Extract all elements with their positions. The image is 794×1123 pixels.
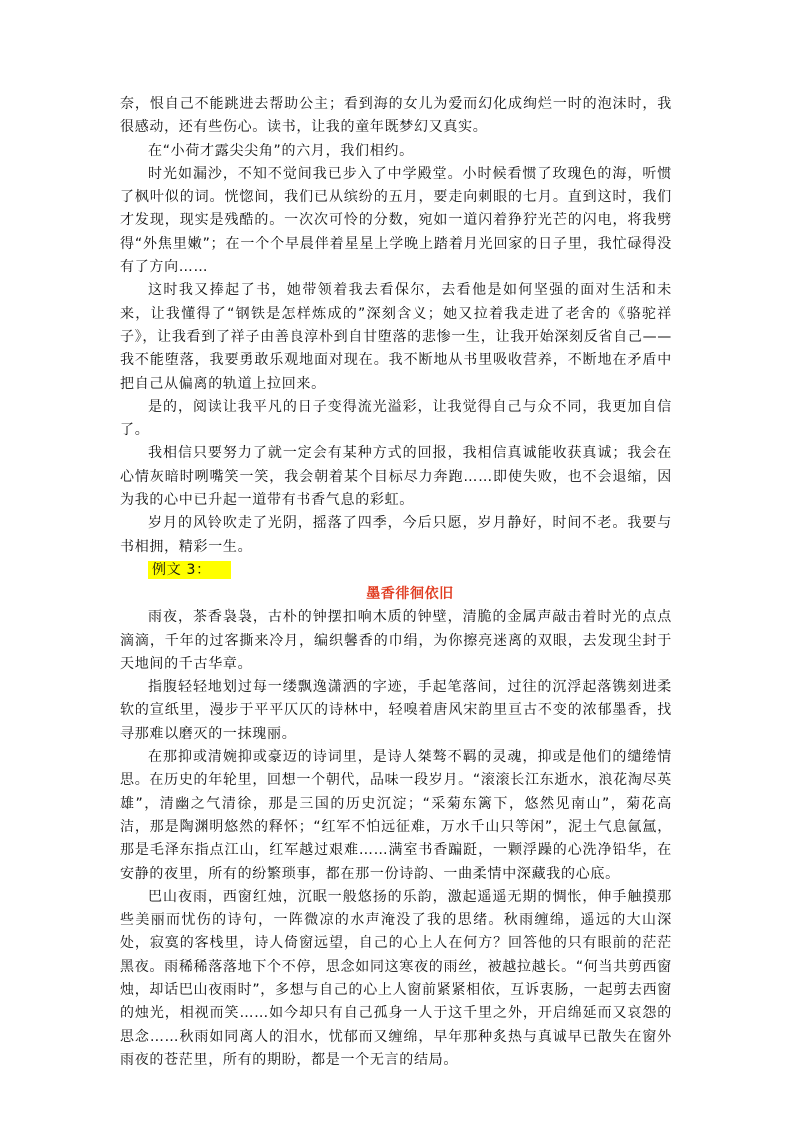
paragraph: 雨夜，茶香袅袅，古朴的钟摆扣响木质的钟壁，清脆的金属声敲击着时光的点点滴滴，千年的过客撕来冷月，编织馨香的巾绢，为你擦亮迷离的双眼，去发现尘封于天地间的千古华章。 xyxy=(120,609,672,672)
paragraph: 我相信只要努力了就一定会有某种方式的回报，我相信真诚能收获真诚；我会在心情灰暗时咧嘴笑一笑，我会朝着某个目标尽力奔跑……即使失败，也不会退缩，因为我的心中已升起一道带有书香气息的彩虹。 xyxy=(120,445,672,509)
document-page xyxy=(120,93,672,1072)
paragraph: 这时我又捧起了书，她带领着我去看保尔，去看他是如何坚强的面对生活和未来，让我懂得了“钢铁是怎样炼成的”深刻含义；她又拉着我走进了老舍的《骆驼祥子》，让我看到了祥子由善良淳朴到自甘堕落的悲惨一生，让我开始深刻反省自己——我不能堕落，我要勇敢乐观地面对现在。我不断地从书里吸收营养，不断地在矛盾中把自己从偏离的轨道上拉回来。 xyxy=(120,282,672,392)
paragraph: 岁月的风铃吹走了光阴，摇落了四季，今后只愿，岁月静好，时间不老。我要与书相拥，精彩一生。 xyxy=(120,515,672,555)
paragraph-continuation: 奈，恨自己不能跳进去帮助公主；看到海的女儿为爱而幻化成绚烂一时的泡沫时，我很感动，还有些伤心。读书，让我的童年既梦幻又真实。 xyxy=(120,96,672,136)
paragraph: 在“小荷才露尖尖角”的六月，我们相约。 xyxy=(148,142,414,159)
paragraph: 时光如漏沙，不知不觉间我已步入了中学殿堂。小时候看惯了玫瑰色的海，听惯了枫叶似的词。恍惚间，我们已从缤纷的五月，要走向刺眼的七月。直到这时，我们才发现，现实是残酷的。一次次可怜的分数，宛如一道闪着狰狞光芒的闪电，将我劈得“外焦里嫩”；在一个个早晨伴着星星上学晚上踏着月光回家的日子里，我忙碌得没有了方向…… xyxy=(120,165,672,276)
example-label: 例文 3： xyxy=(148,561,231,579)
paragraph: 是的，阅读让我平凡的日子变得流光溢彩，让我觉得自己与众不同，我更加自信了。 xyxy=(120,398,672,439)
paragraph: 在那抑或清婉抑或豪迈的诗词里，是诗人桀骜不羁的灵魂，抑或是他们的缱绻情思。在历史的年轮里，回想一个朝代，品味一段岁月。“滚滚长江东逝水，浪花淘尽英雄”，清幽之气清徐，那是三国的历史沉淀；“采菊东篱下，悠然见南山”，菊花高洁，那是陶渊明悠然的释怀；“红军不怕远征难，万水千山只等闲”，泥土气息氤氲，那是毛泽东指点江山，红军越过艰难……满室书香蹁跹，一颗浮躁的心洗净铅华，在安静的夜里，所有的纷繁琐事，都在那一份诗韵、一曲柔情中深藏我的心底。 xyxy=(120,749,672,882)
paragraph: 指腹轻轻地划过每一缕飘逸潇洒的字迹，手起笔落间，过往的沉浮起落镌刻进柔软的宣纸里，漫步于平平仄仄的诗林中，轻嗅着唐风宋韵里亘古不变的浓郁墨香，找寻那难以磨灭的一抹瑰丽。 xyxy=(120,679,672,742)
paragraph: 巴山夜雨，西窗红烛，沉眠一般悠扬的乐韵，激起遥遥无期的惆怅，伸手触摸那些美丽而忧伤的诗句，一阵微凉的水声淹没了我的思绪。秋雨缠绵，遥远的大山深处，寂寞的客栈里，诗人倚窗远望，自己的心上人在何方？回答他的只有眼前的茫茫黑夜。雨稀稀落落地下个不停，思念如同这寒夜的雨丝，被越拉越长。“何当共剪西窗烛，却话巴山夜雨时”，多想与自己的心上人窗前紧紧相依，互诉衷肠，一起剪去西窗的烛光，相视而笑……如今却只有自己孤身一人于这千里之外，开启绵延而又哀怨的思念……秋雨如同离人的泪水，忧郁而又缠绵，早年那种炙热与真诚早已散失在窗外雨夜的苍茫里，所有的期盼，都是一个无言的结局。 xyxy=(120,888,672,1068)
example-title: 墨香徘徊依旧 xyxy=(366,586,454,603)
example-label-line xyxy=(120,559,672,582)
